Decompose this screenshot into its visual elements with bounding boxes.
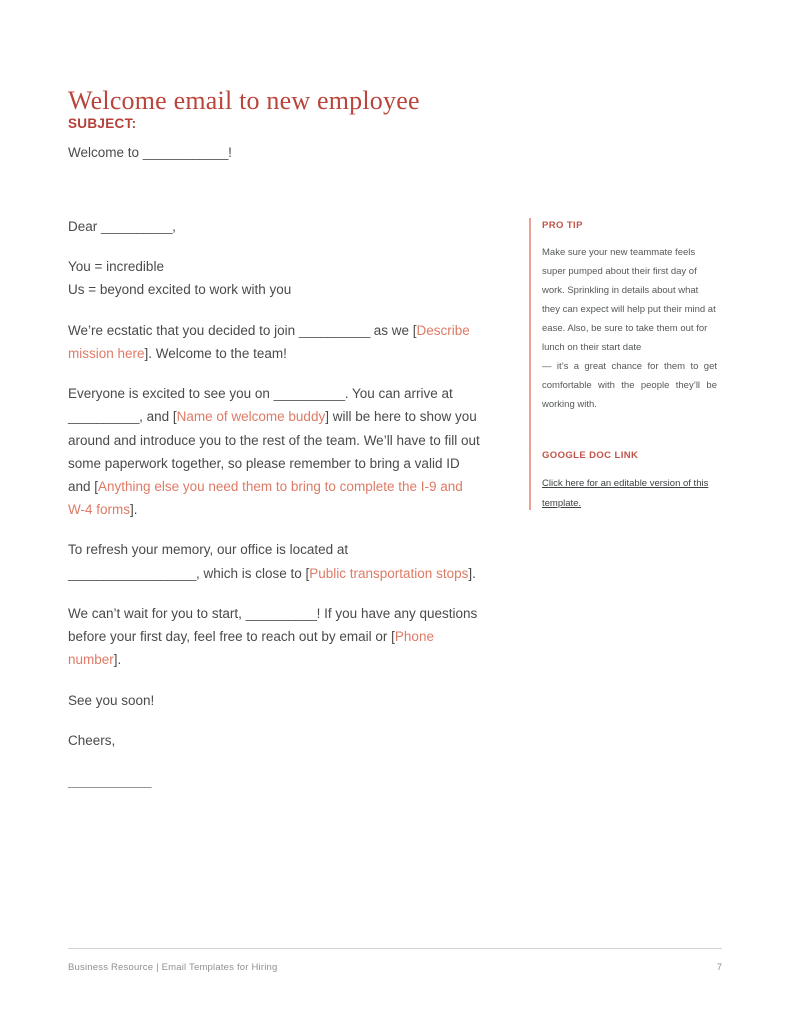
signature-line: ____________ [68, 772, 151, 788]
salutation-paragraph [68, 215, 483, 238]
google-doc-link-heading: GOOGLE DOC LINK [542, 450, 639, 461]
pro-tip-heading: PRO TIP [542, 220, 583, 231]
page-title: Welcome email to new employee [68, 86, 420, 116]
subject-label: SUBJECT: [68, 116, 137, 131]
p2-blank-date: __________ [273, 386, 345, 402]
subject-blank: ____________ [142, 145, 229, 160]
letter-body [68, 215, 483, 809]
equation-line-1: You = incredible [68, 259, 164, 275]
subject-suffix: ! [228, 145, 232, 160]
subject-line [68, 145, 232, 160]
pro-tip-body-part-2: — it’s a great chance for them to get comfortable with the people they’ll be working with. [542, 361, 717, 410]
p2-part3: , and [ [139, 409, 177, 425]
equation-paragraph [68, 255, 483, 301]
p1-part1: We’re ecstatic that you decided to join [68, 322, 299, 338]
p3-part2: , which is close to [ [195, 565, 310, 581]
pro-tip-body-part-1: Make sure your new teammate feels super pumped about their first day of work. Sprinkling in details about what they can expect will help put their mind at ease. Also, be sure to take them out for lunch on their start date [542, 247, 716, 353]
p1-part2: as we [ [369, 322, 417, 338]
p2-part4: ] will be here to show you around and introduce you to the rest of the team. We’ll have to fill out some paperwork together, so please remember to bring a valid ID and [ [68, 409, 480, 494]
paragraph-first-day [68, 382, 483, 521]
p3-placeholder-transit: Public transportation stops [309, 565, 469, 581]
google-doc-link[interactable]: Click here for an editable version of this template. [542, 478, 709, 509]
footer-divider [68, 948, 722, 949]
salutation-prefix: Dear [68, 219, 102, 234]
salutation-blank: __________ [101, 219, 173, 234]
p2-part1: Everyone is excited to see you on [68, 386, 274, 402]
p4-blank-name: __________ [245, 605, 317, 621]
pro-tip-block [542, 220, 717, 414]
pro-tip-body [542, 243, 717, 414]
p3-part1: To refresh your memory, our office is located at [68, 542, 349, 558]
paragraph-contact [68, 602, 483, 672]
p2-placeholder-buddy: Name of welcome buddy [176, 409, 326, 425]
p1-placeholder-mission: Describe mission here [68, 322, 470, 361]
p4-part3: ]. [113, 652, 122, 668]
p1-part3: ]. Welcome to the team! [144, 345, 287, 361]
p2-part2: . You can arrive at [344, 386, 453, 402]
p4-part2: ! If you have any questions before your first day, feel free to reach out by email or [ [68, 605, 478, 645]
paragraph-office-location [68, 538, 483, 584]
p3-blank-address: __________________ [68, 565, 196, 581]
p1-blank: __________ [298, 322, 370, 338]
p2-blank-time: __________ [68, 409, 140, 425]
subject-prefix: Welcome to [68, 145, 143, 160]
p4-placeholder-phone: Phone number [68, 629, 434, 668]
p3-part3: ]. [468, 565, 476, 581]
footer-page-number: 7 [716, 962, 722, 973]
p4-part1: We can’t wait for you to start, [68, 605, 246, 621]
sidebar-accent-rule [529, 218, 531, 510]
p2-placeholder-documents: Anything else you need them to bring to complete the I-9 and W-4 forms [68, 478, 463, 518]
google-doc-link-block [542, 450, 717, 513]
p2-part5: ]. [130, 502, 138, 518]
paragraph-mission [68, 319, 483, 365]
closing-see-you-soon: See you soon! [68, 692, 155, 708]
equation-line-2: Us = beyond excited to work with you [68, 282, 292, 298]
salutation-suffix: , [172, 219, 176, 234]
footer-text: Business Resource | Email Templates for Hiring [68, 962, 278, 973]
closing-cheers: Cheers, [68, 732, 116, 748]
